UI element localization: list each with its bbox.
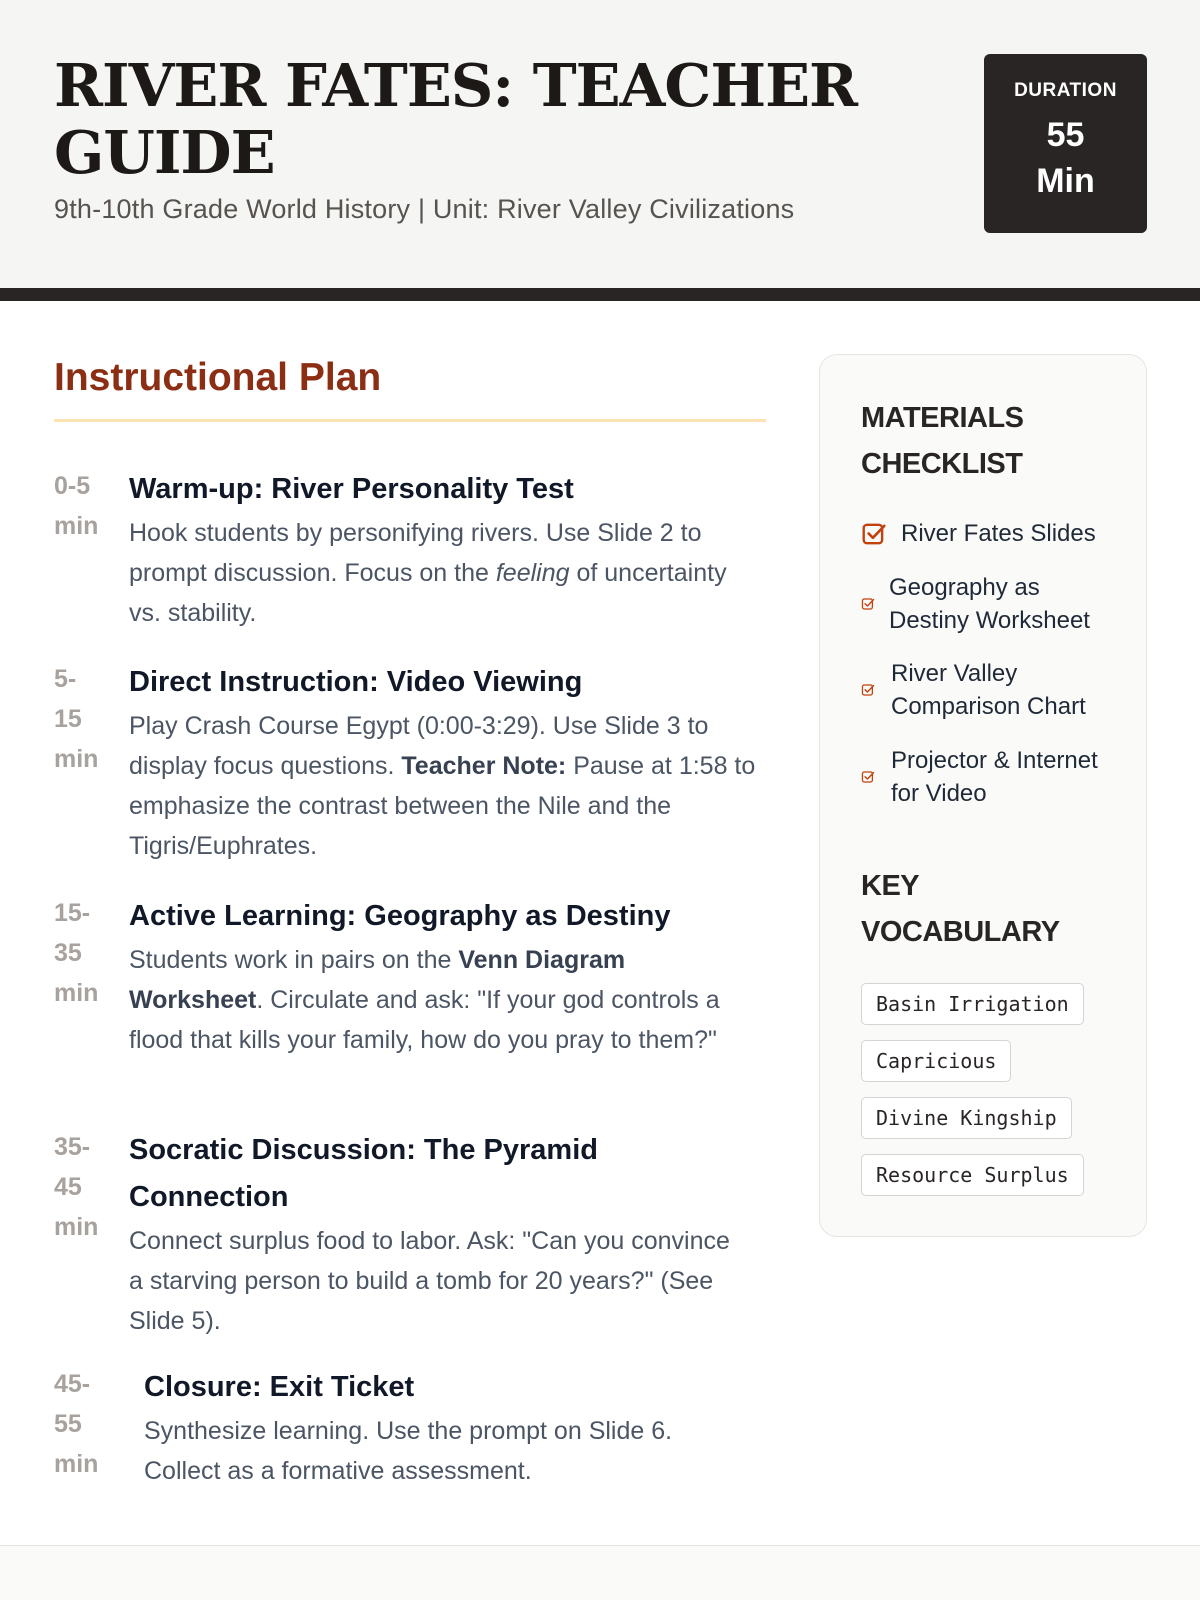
vocab-tag: Divine Kingship xyxy=(861,1097,1072,1139)
checklist-item-label: Geography as Destiny Worksheet xyxy=(889,574,1090,634)
checklist-item-label: River Valley Comparison Chart xyxy=(891,660,1086,720)
checklist-item xyxy=(861,744,1131,810)
step-description: Synthesize learning. Use the prompt on Slide 6. Collect as a formative assessment. xyxy=(144,1417,673,1485)
page-subtitle: 9th-10th Grade World History | Unit: River Valley Civilizations xyxy=(54,194,795,224)
checkbox-checked-icon xyxy=(861,521,887,547)
step-description: Hook students by personifying rivers. Use Slide 2 to prompt discussion. Focus on the feeling of uncertainty vs. stability. xyxy=(129,519,727,627)
step-description: Students work in pairs on the Venn Diagram Worksheet. Circulate and ask: "If your god controls a flood that kills your family, how do you pray to them?" xyxy=(129,946,720,1054)
step-time: 0-5 min xyxy=(54,472,99,540)
step-heading: Socratic Discussion: The Pyramid Connection xyxy=(129,1134,598,1213)
materials-checklist-title: MATERIALS CHECKLIST xyxy=(861,402,1024,480)
sidebar-panel xyxy=(819,354,1147,1237)
key-vocabulary-title: KEY VOCABULARY xyxy=(861,870,1060,948)
step-description: Connect surplus food to labor. Ask: "Can you convince a starving person to build a tomb for 20 years?" (See Slide 5). xyxy=(129,1227,730,1335)
step-heading: Active Learning: Geography as Destiny xyxy=(129,900,671,932)
step-heading: Closure: Exit Ticket xyxy=(144,1371,415,1403)
checkbox-checked-icon xyxy=(861,770,875,784)
step-time: 5- 15 min xyxy=(54,665,99,773)
checklist-item xyxy=(861,657,1131,723)
header-divider xyxy=(0,288,1200,301)
duration-value: 55 Min xyxy=(1036,116,1095,200)
instructional-plan-title: Instructional Plan xyxy=(54,356,382,399)
step-heading: Warm-up: River Personality Test xyxy=(129,473,574,505)
page-title: RIVER FATES: TEACHER GUIDE xyxy=(54,51,858,187)
step-time: 35- 45 min xyxy=(54,1133,99,1241)
checkbox-checked-icon xyxy=(861,597,875,611)
duration-label: DURATION xyxy=(1014,80,1117,101)
step-time: 45- 55 min xyxy=(54,1370,99,1478)
step-heading: Direct Instruction: Video Viewing xyxy=(129,666,583,698)
checklist-item-label: Projector & Internet for Video xyxy=(891,747,1098,807)
step-time: 15- 35 min xyxy=(54,899,99,1007)
checklist-item-label: River Fates Slides xyxy=(901,520,1096,547)
page-footer xyxy=(0,1545,1200,1600)
vocab-tag: Capricious xyxy=(861,1040,1011,1082)
vocab-tag: Resource Surplus xyxy=(861,1154,1084,1196)
checklist-item xyxy=(861,571,1131,637)
vocab-tag: Basin Irrigation xyxy=(861,983,1084,1025)
checkbox-checked-icon xyxy=(861,683,875,697)
duration-badge xyxy=(984,54,1147,233)
step-description: Play Crash Course Egypt (0:00-3:29). Use Slide 3 to display focus questions. Teacher Note: Pause at 1:58 to emphasize the contrast between the Nile and the Tigris/Euphrates. xyxy=(129,712,756,860)
section-divider xyxy=(54,419,766,422)
checklist-item xyxy=(861,517,1131,550)
page-header xyxy=(0,0,1200,288)
